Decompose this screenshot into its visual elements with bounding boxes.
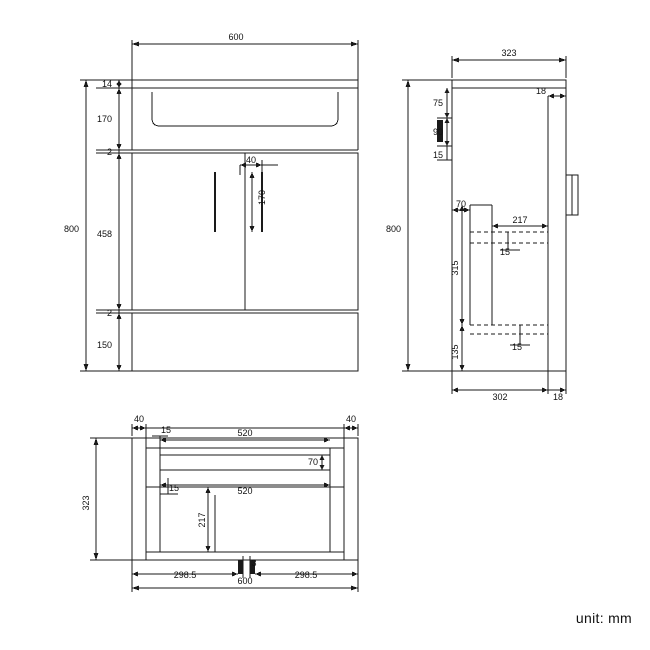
- top-dim-323: [90, 438, 132, 560]
- side-dim-height-800: [402, 80, 452, 371]
- unit-note: unit: mm: [575, 610, 632, 626]
- dim-side-bracket-c: 15: [432, 150, 443, 160]
- dim-top-notch-left: 15: [160, 425, 172, 435]
- dim-side-base-depth: 302: [492, 392, 508, 402]
- dim-side-top-offset: 18: [535, 86, 547, 96]
- dim-side-shelf-thk-a: 15: [499, 247, 511, 257]
- dim-top-half-right: 298.5: [294, 570, 318, 580]
- top-view-geometry: [132, 438, 358, 574]
- dim-side-height: 800: [385, 224, 401, 234]
- dim-side-lower-height: 135: [450, 344, 460, 360]
- side-dim-bottom: [452, 371, 566, 394]
- dim-side-base-offset: 18: [552, 392, 564, 402]
- dim-top-overall-depth: 323: [81, 495, 91, 511]
- dim-side-shelf-thk-b: 15: [511, 342, 523, 352]
- dim-front-handle-offset: 40: [245, 155, 257, 165]
- dim-top-inner-width: 520: [237, 428, 253, 438]
- dim-front-gap-b: 2: [106, 308, 112, 318]
- dim-front-width: 600: [228, 32, 244, 42]
- dim-top-overall-width: 600: [237, 576, 253, 586]
- side-dim-315: [460, 205, 465, 325]
- dim-side-shelf-offset: 70: [455, 199, 467, 209]
- dim-top-inner-width-mid: 520: [237, 486, 253, 496]
- dim-top-margin-left: 40: [133, 414, 145, 424]
- dim-front-gap-a: 2: [106, 147, 112, 157]
- dim-front-door-height: 458: [96, 229, 112, 239]
- dim-side-bracket-a: 75: [432, 98, 443, 108]
- side-dim-18-top: [548, 94, 566, 99]
- dim-top-margin-right: 40: [345, 414, 357, 424]
- dim-top-half-left: 298.5: [173, 570, 197, 580]
- dim-side-shelf-width: 217: [512, 215, 528, 225]
- dim-side-inner-height: 315: [450, 260, 460, 276]
- top-dim-bottom: [132, 556, 358, 592]
- dim-front-basin-depth: 170: [96, 114, 112, 124]
- front-view-geometry: [132, 80, 358, 371]
- dim-top-depth-label: 217: [197, 512, 207, 528]
- dim-side-depth: 323: [501, 48, 517, 58]
- side-dim-135: [460, 325, 465, 371]
- dim-top-notch-right: 70: [307, 457, 318, 467]
- dim-front-height: 800: [63, 224, 79, 234]
- dim-front-plinth: 150: [96, 340, 112, 350]
- dim-side-bracket-b: 90: [432, 127, 443, 137]
- dim-top-center-gap: 3: [251, 558, 257, 568]
- side-dim-depth-323: [452, 56, 566, 78]
- top-dim-70: [320, 455, 325, 470]
- dim-front-handle-length: 170: [257, 189, 267, 205]
- dim-top-notch-mid: 15: [168, 483, 180, 493]
- front-dim-width-600: [132, 40, 358, 86]
- dim-front-top-lip: 14: [101, 79, 112, 89]
